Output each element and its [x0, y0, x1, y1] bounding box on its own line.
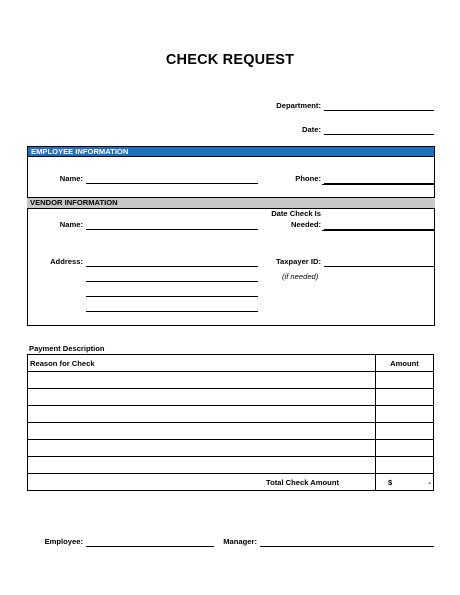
amount-cell[interactable] [376, 423, 434, 440]
amount-cell[interactable] [376, 406, 434, 423]
table-row [28, 457, 434, 474]
vendor-address-line2[interactable] [86, 272, 258, 282]
table-row [28, 406, 434, 423]
amount-cell[interactable] [376, 389, 434, 406]
department-label: Department: [276, 101, 321, 110]
page-title: CHECK REQUEST [165, 52, 295, 68]
reason-cell[interactable] [28, 406, 376, 423]
payment-table [27, 354, 434, 491]
table-row [28, 372, 434, 389]
manager-signature-field[interactable] [260, 537, 434, 547]
date-label: Date: [302, 125, 321, 134]
reason-cell[interactable] [28, 389, 376, 406]
department-field[interactable] [324, 101, 434, 111]
reason-cell[interactable] [28, 372, 376, 389]
total-label: Total Check Amount [28, 474, 376, 491]
table-row [28, 440, 434, 457]
reason-cell[interactable] [28, 440, 376, 457]
information-box [27, 146, 435, 326]
taxpayer-id-note: (if needed) [282, 272, 319, 281]
employee-phone-field[interactable] [324, 174, 434, 184]
vendor-address-label: Address: [50, 257, 83, 266]
currency-symbol: $ [388, 478, 393, 487]
date-needed-field[interactable] [324, 220, 434, 230]
amount-cell[interactable] [376, 372, 434, 389]
table-row [28, 423, 434, 440]
payment-header-row [28, 355, 434, 372]
amount-column-header: Amount [376, 355, 434, 372]
date-field[interactable] [324, 125, 434, 135]
employee-section-heading: EMPLOYEE INFORMATION [27, 146, 435, 157]
employee-signature-label: Employee: [44, 537, 83, 546]
vendor-section-heading: VENDOR INFORMATION [27, 197, 435, 209]
date-needed-label-line2: Needed: [291, 220, 321, 229]
payment-section-title: Payment Description [29, 344, 105, 353]
total-amount-value: - [428, 478, 431, 487]
vendor-address-line4[interactable] [86, 302, 258, 312]
date-needed-row-divider [322, 230, 435, 231]
amount-cell[interactable] [376, 440, 434, 457]
phone-row-divider [322, 184, 435, 185]
manager-signature-label: Manager: [223, 537, 257, 546]
employee-name-label: Name: [59, 174, 83, 183]
vendor-address-line3[interactable] [86, 287, 258, 297]
taxpayer-id-field[interactable] [324, 257, 434, 267]
reason-column-header: Reason for Check [28, 355, 376, 372]
taxpayer-id-label: Taxpayer ID: [275, 257, 321, 266]
total-amount-cell[interactable] [376, 474, 434, 491]
employee-phone-label: Phone: [295, 174, 321, 183]
table-row [28, 389, 434, 406]
vendor-name-label: Name: [59, 220, 83, 229]
total-row [28, 474, 434, 491]
reason-cell[interactable] [28, 423, 376, 440]
amount-cell[interactable] [376, 457, 434, 474]
employee-signature-field[interactable] [86, 537, 214, 547]
reason-cell[interactable] [28, 457, 376, 474]
date-needed-label-line1: Date Check Is [271, 209, 321, 218]
